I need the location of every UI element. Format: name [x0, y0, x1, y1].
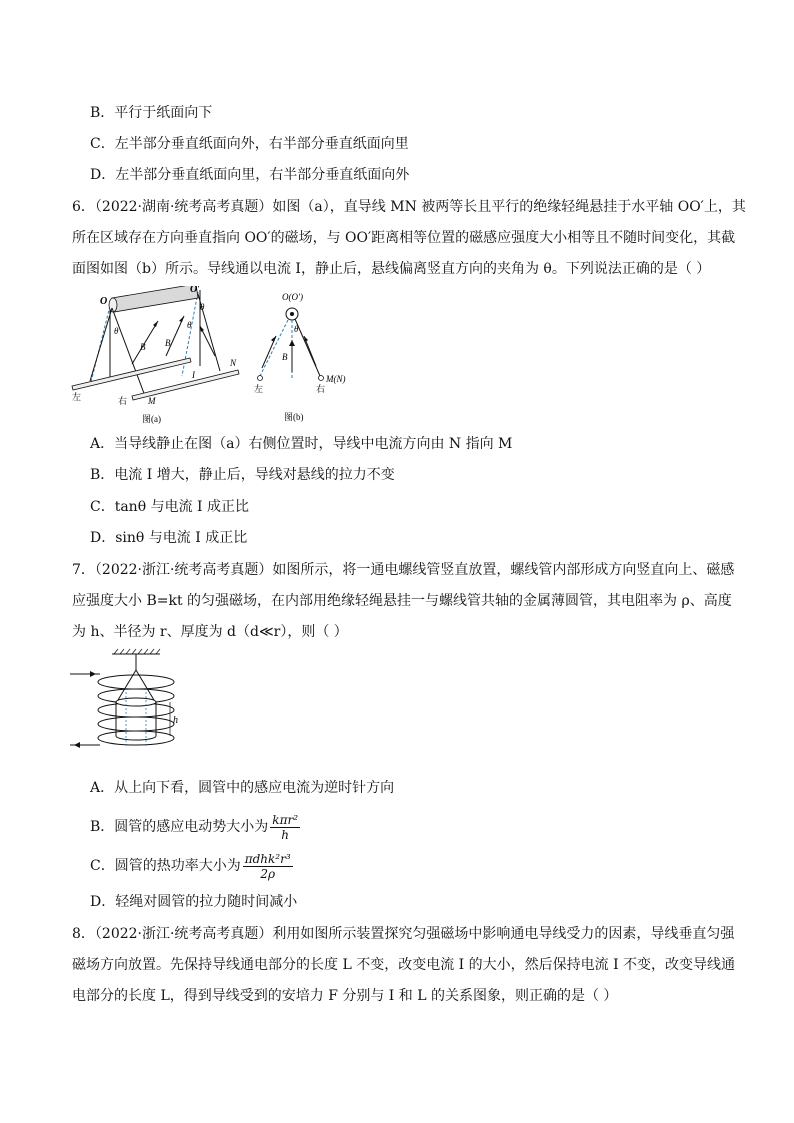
q7-option-b-fraction: [270, 813, 300, 842]
q7-option-c-fraction: [243, 852, 293, 881]
fig-b-label-b: B: [282, 352, 288, 362]
q6-option-a: A．当导线静止在图（a）右侧位置时，导线中电流方向由 N 指向 M: [90, 436, 513, 452]
q7-option-a: A．从上向下看，圆管中的感应电流为逆时针方向: [90, 780, 395, 796]
q7-option-c-numerator: πdhk²r³: [244, 851, 291, 866]
fig-a-label-theta: θ: [114, 326, 119, 336]
q6-figure-a: [70, 286, 250, 426]
q7-option-c: [90, 849, 293, 883]
q5-option-c: C．左半部分垂直纸面向外，右半部分垂直纸面向里: [90, 136, 409, 152]
q7-fig-label-h: h: [173, 715, 178, 726]
q7-figure-solenoid: [70, 648, 200, 766]
q8-stem-line2: 磁场方向放置。先保持导线通电部分的长度 L 不变，改变电流 I 的大小，然后保持电流 I 不变，改变导线通: [72, 957, 736, 973]
q5-option-d: D．左半部分垂直纸面向里，右半部分垂直纸面向外: [90, 167, 410, 183]
q5-option-b: B．平行于纸面向下: [90, 105, 213, 121]
fig-a-label-b1: B: [140, 342, 146, 352]
fig-b-label-mn: M(N): [326, 374, 346, 384]
fig-b-label-top: O(O′): [282, 292, 303, 302]
fig-a-label-theta2: θ: [187, 320, 192, 330]
q7-option-d: D．轻绳对圆管的拉力随时间减小: [90, 894, 298, 910]
fig-a-label-o: O: [100, 296, 108, 307]
q7-option-b-numerator: kπr²: [272, 812, 299, 827]
q6-figure-b: [248, 290, 368, 426]
q6-option-d: D．sinθ 与电流 I 成正比: [90, 530, 248, 546]
fig-a-label-n: N: [230, 358, 237, 368]
fig-b-label-theta: θ: [294, 324, 299, 334]
q7-option-c-denominator: 2ρ: [260, 866, 276, 881]
q7-stem-line3: 为 h、半径为 r、厚度为 d（d≪r），则（ ）: [72, 624, 348, 640]
fig-a-caption: 图(a): [142, 414, 161, 424]
q6-option-c: C．tanθ 与电流 I 成正比: [90, 499, 250, 515]
q7-stem-line2: 应强度大小 B=kt 的匀强磁场，在内部用绝缘轻绳悬挂一与螺线管共轴的金属薄圆管，其电阻率为 ρ、高度: [72, 593, 732, 609]
q6-stem-line3: 面图如图（b）所示。导线通以电流 I，静止后，悬线偏离竖直方向的夹角为 θ。下列说法正确的是（ ）: [72, 261, 711, 277]
fig-b-label-left: 左: [254, 384, 264, 394]
fig-a-label-right: 右: [118, 396, 128, 406]
q6-option-b: B．电流 I 增大，静止后，导线对悬线的拉力不变: [90, 467, 395, 483]
fig-a-label-i: I: [192, 370, 195, 380]
fig-a-label-left: 左: [72, 392, 82, 402]
q7-option-c-prefix: C．圆管的热功率大小为: [90, 858, 241, 874]
fig-a-label-theta3: θ: [200, 302, 205, 312]
fig-b-caption: 图(b): [284, 412, 304, 422]
fig-b-label-right: 右: [316, 384, 326, 394]
q8-stem-line3: 电部分的长度 L，得到导线受到的安培力 F 分别与 I 和 L 的关系图象，则正确的是（ ）: [72, 988, 618, 1004]
q7-option-b-prefix: B．圆管的感应电动势大小为: [90, 819, 269, 835]
q6-stem-line2: 所在区域存在方向垂直指向 OO′的磁场，与 OO′距离相等位置的磁感应强度大小相等且不随时间变化，其截: [72, 230, 736, 246]
fig-a-label-b2: B: [165, 338, 171, 348]
q8-stem-line1: 8．（2022·浙江·统考高考真题）利用如图所示装置探究匀强磁场中影响通电导线受力的因素，导线垂直匀强: [72, 926, 735, 942]
fig-a-label-oprime: O′: [190, 286, 201, 295]
q7-option-b: [90, 810, 300, 844]
q7-stem-line1: 7．（2022·浙江·统考高考真题）如图所示，将一通电螺线管竖直放置，螺线管内部形成方向竖直向上、磁感: [72, 562, 735, 578]
q7-option-b-denominator: h: [281, 827, 290, 842]
fig-a-label-m: M: [148, 396, 156, 406]
q6-stem-line1: 6．（2022·湖南·统考高考真题）如图（a），直导线 MN 被两等长且平行的绝缘轻绳悬挂于水平轴 OO′上，其: [72, 199, 746, 215]
